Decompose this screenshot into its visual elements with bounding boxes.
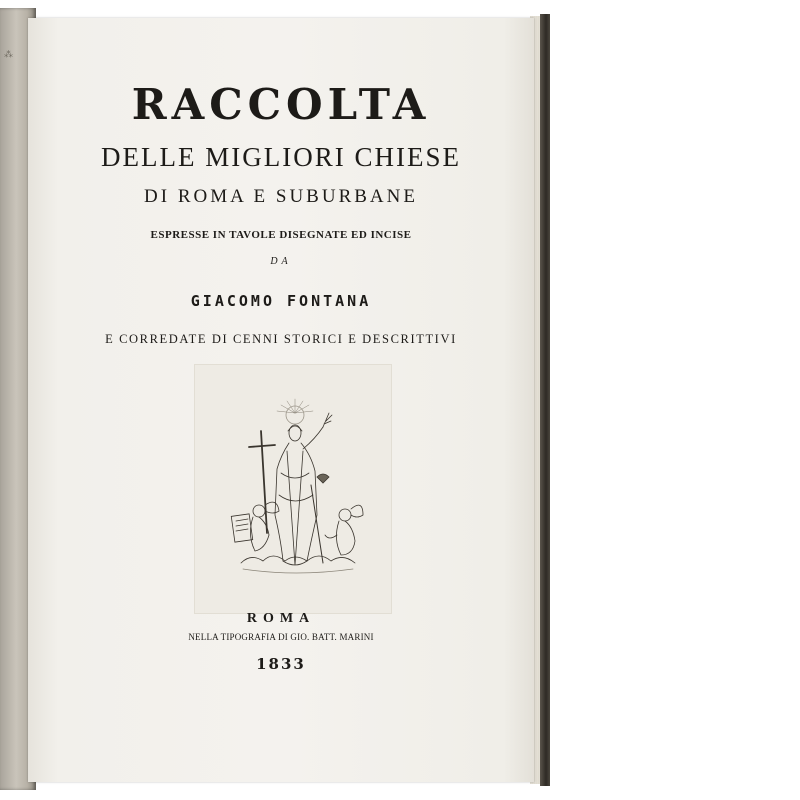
book-title: RACCOLTA: [131, 80, 431, 129]
book-subtitle-1: DELLE MIGLIORI CHIESE: [101, 142, 461, 172]
book-description: ESPRESSE IN TAVOLE DISEGNATE ED INCISE: [150, 229, 412, 241]
imprint-year: 1833: [256, 655, 306, 673]
imprint-printer: NELLA TIPOGRAFIA DI GIO. BATT. MARINI: [188, 632, 374, 642]
cover-edge: [540, 14, 550, 786]
book-subtitle-2: DI ROMA E SUBURBANE: [144, 186, 418, 207]
author-name: GIACOMO FONTANA: [190, 292, 372, 310]
book-description-2: E CORREDATE DI CENNI STORICI E DESCRITTIVI: [105, 332, 457, 346]
title-page: [28, 18, 534, 782]
engraved-vignette: [194, 364, 392, 614]
imprint-city: ROMA: [246, 611, 316, 626]
board-mark: ⁂: [4, 50, 13, 60]
saint-illustration-icon: [195, 365, 391, 613]
by-line: DA: [270, 256, 292, 267]
